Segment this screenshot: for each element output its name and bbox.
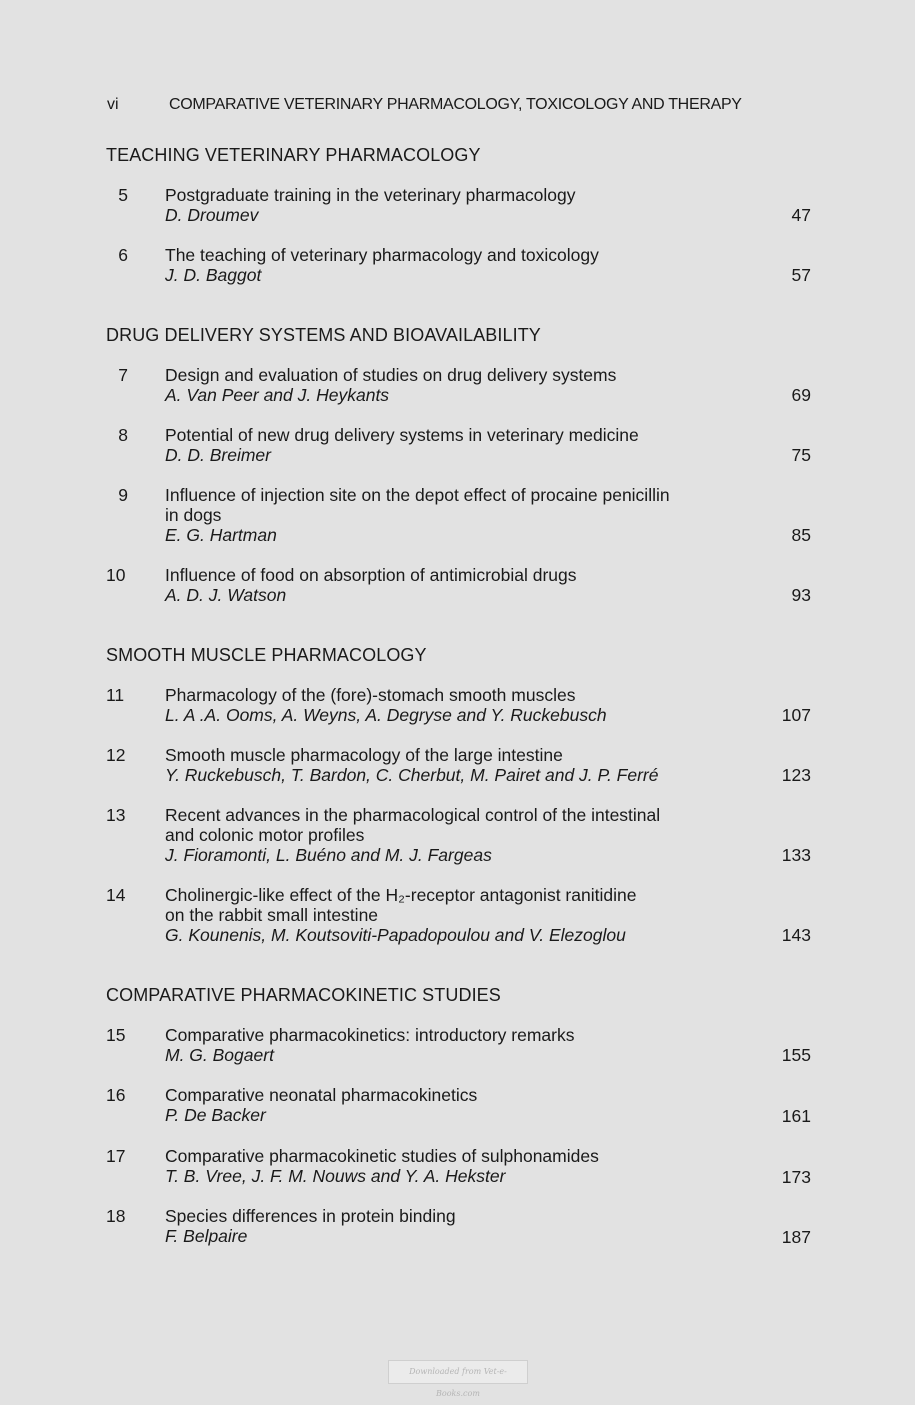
running-title: COMPARATIVE VETERINARY PHARMACOLOGY, TOXICOLOGY AND THERAPY [169,96,742,113]
page-number: 143 [781,925,811,945]
section-heading: SMOOTH MUSCLE PHARMACOLOGY [106,645,427,665]
page-number: 123 [781,765,811,785]
running-head [0,96,915,116]
chapter-number: 7 [118,365,128,385]
page-number: 107 [781,705,811,725]
section-heading: COMPARATIVE PHARMACOKINETIC STUDIES [106,985,501,1005]
chapter-number: 5 [118,185,128,205]
chapter-title: Potential of new drug delivery systems in veterinary medicine [165,425,639,445]
chapter-authors: L. A .A. Ooms, A. Weyns, A. Degryse and Y. Ruckebusch [165,705,607,725]
page-number: 187 [781,1227,811,1247]
chapter-authors: P. De Backer [165,1105,266,1125]
chapter-number: 13 [106,805,126,825]
chapter-authors: A. Van Peer and J. Heykants [165,385,390,405]
chapter-title: Postgraduate training in the veterinary pharmacology [165,185,576,205]
chapter-number: 17 [106,1146,126,1166]
chapter-title: Influence of injection site on the depot effect of procaine penicillin [165,485,670,505]
chapter-title: Species differences in protein binding [165,1206,456,1226]
chapter-title: Pharmacology of the (fore)-stomach smooth muscles [165,685,576,705]
chapter-title: Smooth muscle pharmacology of the large intestine [165,745,563,765]
page-number: 173 [781,1167,811,1187]
chapter-number: 10 [106,565,126,585]
chapter-authors: G. Kounenis, M. Koutsoviti-Papadopoulou and V. Elezoglou [165,925,626,945]
chapter-title-continued: and colonic motor profiles [165,825,365,845]
chapter-authors: J. D. Baggot [165,265,262,285]
chapter-number: 11 [106,685,125,705]
chapter-title: Comparative neonatal pharmacokinetics [165,1085,478,1105]
page-number: 75 [791,445,811,465]
download-watermark: Downloaded from Vet-e-Books.com [388,1360,528,1384]
chapter-number: 8 [118,425,128,445]
chapter-authors: D. Droumev [165,205,259,225]
chapter-title: Design and evaluation of studies on drug delivery systems [165,365,617,385]
page-number: 93 [791,585,811,605]
chapter-number: 12 [106,745,126,765]
chapter-title-continued: in dogs [165,505,222,525]
chapter-authors: Y. Ruckebusch, T. Bardon, C. Cherbut, M. Pairet and J. P. Ferré [165,765,659,785]
chapter-authors: F. Belpaire [165,1226,248,1246]
page-number: 85 [791,525,811,545]
chapter-number: 9 [118,485,128,505]
section-heading: TEACHING VETERINARY PHARMACOLOGY [106,145,481,165]
chapter-authors: D. D. Breimer [165,445,271,465]
chapter-number: 15 [106,1025,126,1045]
chapter-title: The teaching of veterinary pharmacology and toxicology [165,245,599,265]
chapter-number: 16 [106,1085,126,1105]
chapter-authors: M. G. Bogaert [165,1045,274,1065]
page-number: 161 [781,1106,811,1126]
chapter-title: Cholinergic-like effect of the H₂-receptor antagonist ranitidine [165,885,637,905]
chapter-title: Comparative pharmacokinetics: introductory remarks [165,1025,575,1045]
chapter-number: 18 [106,1206,126,1226]
page-number: 155 [781,1045,811,1065]
chapter-authors: A. D. J. Watson [165,585,287,605]
chapter-authors: E. G. Hartman [165,525,277,545]
chapter-title: Recent advances in the pharmacological control of the intestinal [165,805,661,825]
chapter-title: Comparative pharmacokinetic studies of sulphonamides [165,1146,599,1166]
chapter-title: Influence of food on absorption of antimicrobial drugs [165,565,577,585]
section-heading: DRUG DELIVERY SYSTEMS AND BIOAVAILABILITY [106,325,541,345]
page-number: 133 [781,845,811,865]
chapter-authors: T. B. Vree, J. F. M. Nouws and Y. A. Hekster [165,1166,506,1186]
chapter-number: 6 [118,245,128,265]
chapter-title-continued: on the rabbit small intestine [165,905,379,925]
page-number: 57 [791,265,811,285]
page-number: 47 [791,205,811,225]
page-folio: vi [107,96,119,113]
chapter-authors: J. Fioramonti, L. Buéno and M. J. Fargeas [165,845,492,865]
page-number: 69 [791,385,811,405]
chapter-number: 14 [106,885,126,905]
